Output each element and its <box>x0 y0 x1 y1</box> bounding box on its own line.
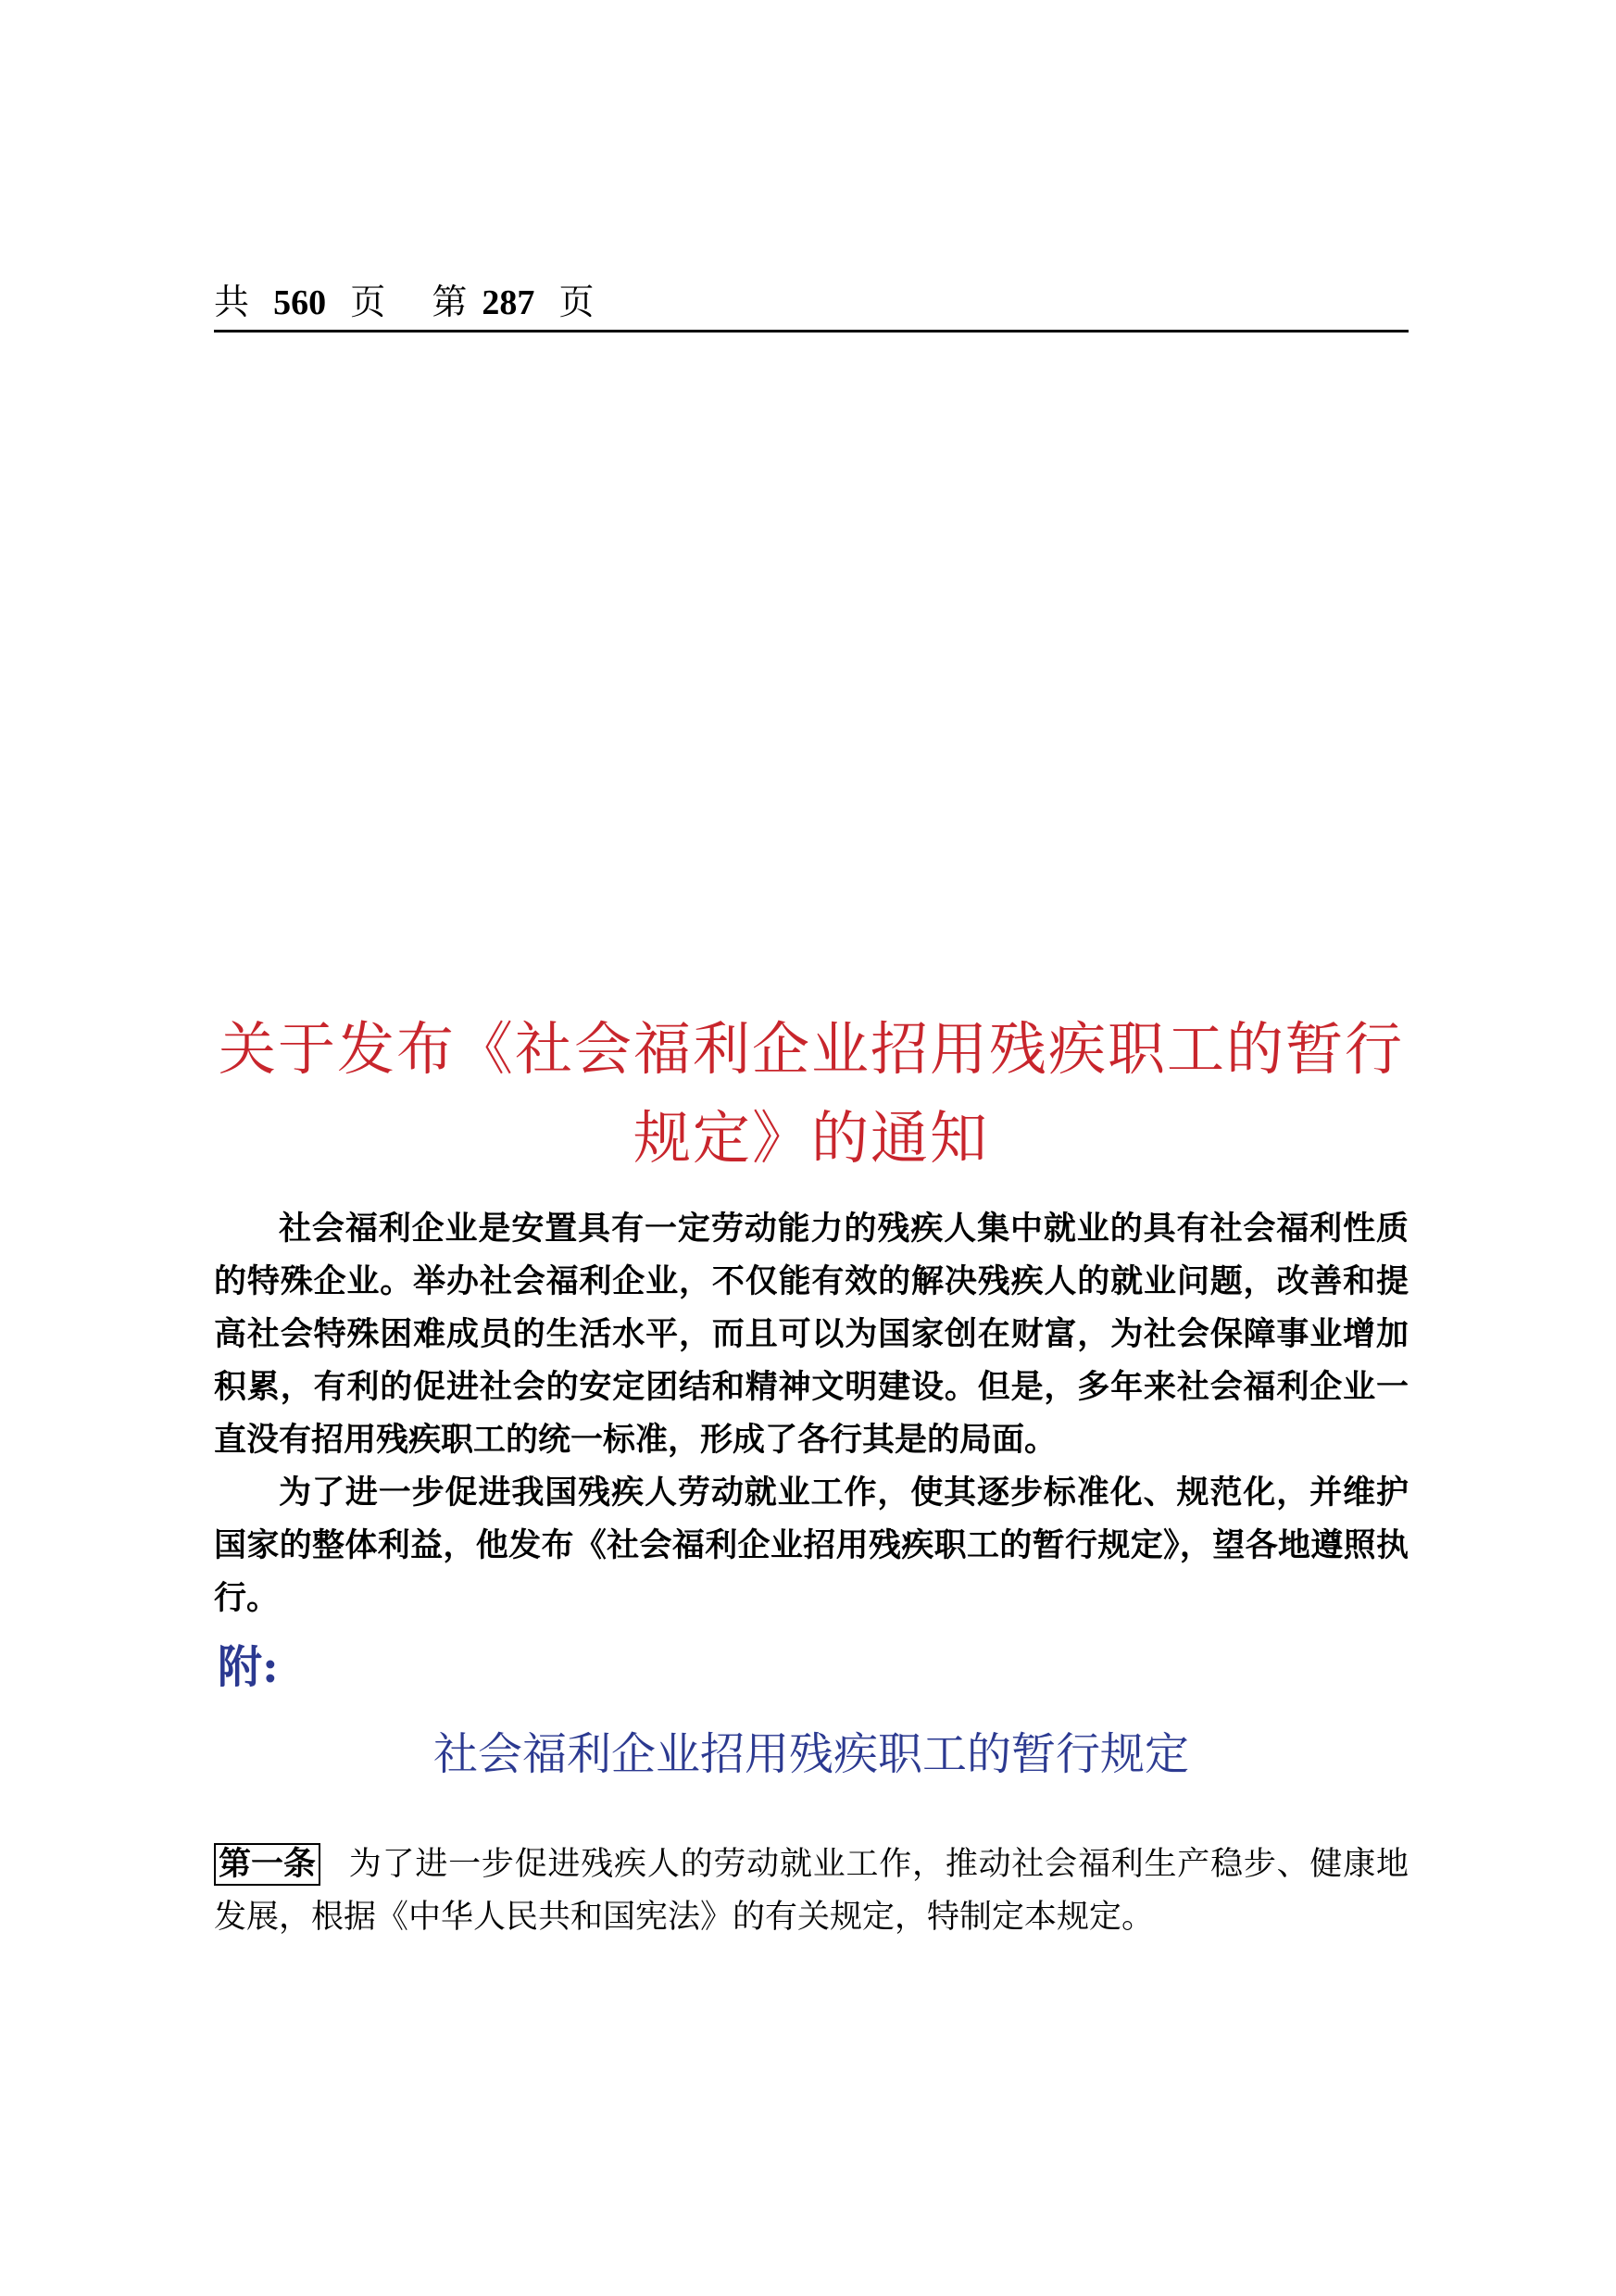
body-paragraph-2: 为了进一步促进我国残疾人劳动就业工作，使其逐步标准化、规范化，并维护国家的整体利益，他发布《社会福利企业招用残疾职工的暂行规定》，望各地遵照执行。 <box>214 1474 1409 1617</box>
title-line-2: 规定》的通知 <box>633 1104 989 1172</box>
total-suffix: 页 <box>350 282 386 322</box>
body-paragraph-1: 社会福利企业是安置具有一定劳动能力的残疾人集中就业的具有社会福利性质的特殊企业。举办社会福利企业，不仅能有效的解决残疾人的就业问题，改善和提高社会特殊困难成员的生活水平，而且可以为国家创在财富，为社会保障事业增加积累，有利的促进社会的安定团结和精神文明建设。但是，多年来社会福利企业一直没有招用残疾职工的统一标准，形成了各行其是的局面。 <box>214 1210 1409 1459</box>
current-page: 287 <box>482 283 535 322</box>
attachment-subtitle: 社会福利企业招用残疾职工的暂行规定 <box>432 1728 1189 1780</box>
attachment-label: 附: <box>218 1641 279 1693</box>
article-1-text: 为了进一步促进残疾人的劳动就业工作，推动社会福利生产稳步、健康地发展，根据《中华人民共和国宪法》的有关规定，特制定本规定。 <box>214 1846 1409 1936</box>
total-prefix: 共 <box>214 282 250 322</box>
page-header <box>214 274 1409 332</box>
total-pages: 560 <box>273 283 327 322</box>
current-suffix: 页 <box>558 282 595 322</box>
article-1-label: 第一条 <box>214 1843 320 1886</box>
document-title <box>214 1005 1409 1183</box>
body-text <box>214 1202 1409 1625</box>
current-prefix: 第 <box>432 282 468 322</box>
article-1 <box>214 1838 1409 1944</box>
title-line-1: 关于发布《社会福利企业招用残疾职工的暂行 <box>218 1015 1404 1083</box>
